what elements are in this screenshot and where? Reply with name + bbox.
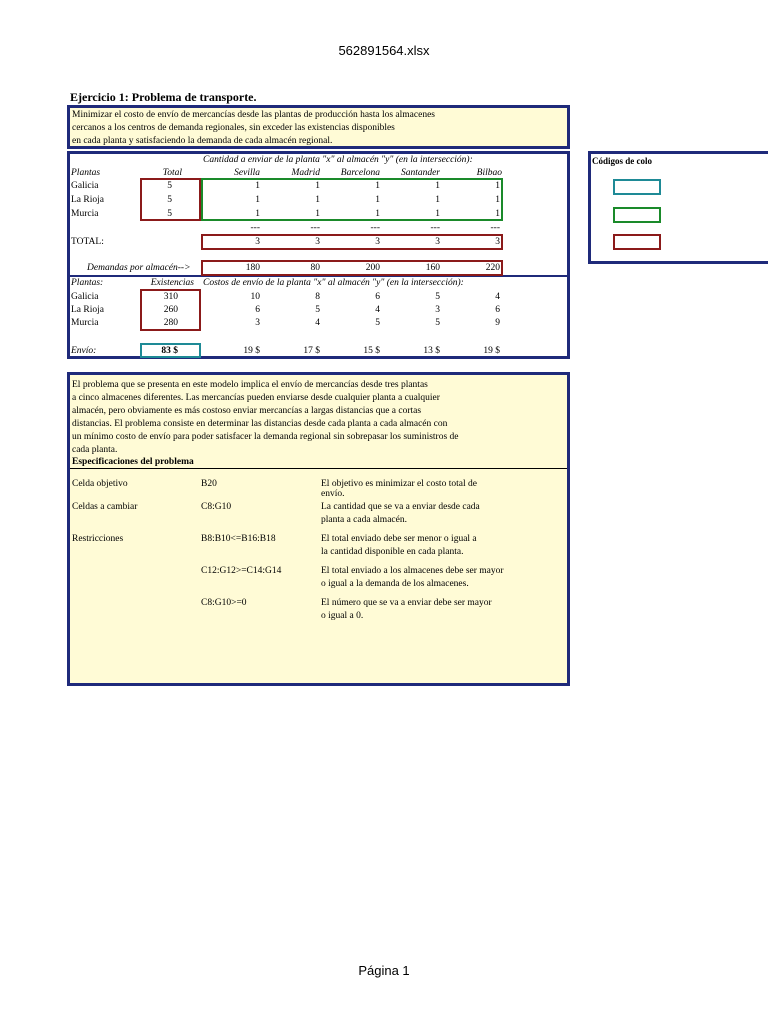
warehouse-header: Sevilla <box>234 168 260 178</box>
envio-cell: 15 $ <box>363 346 380 356</box>
spec-label: Restricciones <box>72 534 124 544</box>
spec-desc: envío. <box>321 489 345 499</box>
cost-cell: 5 <box>375 318 380 328</box>
envio-cell: 19 $ <box>483 346 500 356</box>
envio-cell: 13 $ <box>423 346 440 356</box>
plant-name: La Rioja <box>71 305 104 315</box>
warehouse-header: Bilbao <box>476 168 502 178</box>
cost-cell: 6 <box>255 305 260 315</box>
ship-cell[interactable]: 1 <box>315 181 320 191</box>
spec-cell: C12:G12>=C14:G14 <box>201 566 282 576</box>
spec-desc: o igual a 0. <box>321 611 364 621</box>
envio-cell: 19 $ <box>243 346 260 356</box>
description-line: un mínimo costo de envío para poder satisfacer la demanda regional sin sobrepasar los suministros de <box>72 432 459 442</box>
spec-desc: El número que se va a enviar debe ser mayor <box>321 598 492 608</box>
intro-line: en cada planta y satisfaciendo la demanda de cada almacén regional. <box>72 136 333 146</box>
plant-name: Murcia <box>71 318 99 328</box>
ship-cell[interactable]: 1 <box>435 181 440 191</box>
ship-cell[interactable]: 1 <box>495 195 500 205</box>
ship-cell[interactable]: 1 <box>315 209 320 219</box>
warehouse-header: Santander <box>400 168 440 178</box>
page-footer: Página 1 <box>358 963 410 978</box>
cost-col-existencias: Existencias <box>150 278 194 288</box>
cost-cell: 4 <box>495 292 500 302</box>
total-cell: 3 <box>375 237 380 247</box>
warehouse-header: Madrid <box>291 168 320 178</box>
color-legend <box>588 151 768 264</box>
demand-cell: 220 <box>485 263 500 273</box>
demand-cell: 80 <box>310 263 320 273</box>
spec-desc: planta a cada almacén. <box>321 515 407 525</box>
spec-desc: La cantidad que se va a enviar desde cada <box>321 502 480 512</box>
stock-cell: 280 <box>163 318 178 328</box>
ship-cell[interactable]: 1 <box>495 181 500 191</box>
total-cell: 3 <box>315 237 320 247</box>
envio-label: Envío: <box>71 346 97 356</box>
spec-desc: El total enviado a los almacenes debe ser mayor <box>321 566 504 576</box>
cost-cell: 4 <box>315 318 320 328</box>
shipment-caption: Cantidad a enviar de la planta "x" al almacén "y" (en la intersección): <box>203 155 473 165</box>
cost-cell: 9 <box>495 318 500 328</box>
ship-cell[interactable]: 1 <box>495 209 500 219</box>
total-label: TOTAL: <box>71 237 104 247</box>
plant-name: Galicia <box>71 292 99 302</box>
cost-cell: 4 <box>375 305 380 315</box>
cost-cell: 3 <box>255 318 260 328</box>
spec-cell: C8:G10 <box>201 502 232 512</box>
plant-total: 5 <box>167 181 172 191</box>
demand-cell: 200 <box>365 263 380 273</box>
ship-cell[interactable]: 1 <box>375 209 380 219</box>
cost-cell: 5 <box>435 318 440 328</box>
spec-cell: C8:G10>=0 <box>201 598 247 608</box>
total-cell: 3 <box>495 237 500 247</box>
plant-name: La Rioja <box>71 195 104 205</box>
dash: --- <box>430 223 440 233</box>
exercise-title: Ejercicio 1: Problema de transporte. <box>70 90 257 104</box>
total-cell: 3 <box>255 237 260 247</box>
demand-cell: 160 <box>425 263 440 273</box>
description-line: El problema que se presenta en este modelo implica el envío de mercancías desde tres plantas <box>72 380 428 390</box>
spec-cell: B20 <box>201 479 217 489</box>
ship-cell[interactable]: 1 <box>255 195 260 205</box>
warehouse-header: Barcelona <box>340 168 380 178</box>
file-title: 562891564.xlsx <box>338 43 430 58</box>
intro-box <box>67 105 570 149</box>
ship-cell[interactable]: 1 <box>255 181 260 191</box>
description-box <box>67 372 570 686</box>
cost-cell: 5 <box>435 292 440 302</box>
description-line: distancias. El problema consiste en determinar las distancias desde cada planta a cada almacén con <box>72 419 448 429</box>
cost-caption: Costos de envío de la planta "x" al almacén "y" (en la intersección): <box>203 278 464 288</box>
legend-green-swatch <box>613 207 661 223</box>
stock-cell: 310 <box>163 292 178 302</box>
total-constraint-box <box>140 178 201 221</box>
changing-cells-box <box>201 178 503 221</box>
stock-cell: 260 <box>163 305 178 315</box>
spec-desc: la cantidad disponible en cada planta. <box>321 547 464 557</box>
dash: --- <box>490 223 500 233</box>
spec-label: Celda objetivo <box>72 479 128 489</box>
spec-cell: B8:B10<=B16:B18 <box>201 534 276 544</box>
plant-total: 5 <box>167 195 172 205</box>
ship-cell[interactable]: 1 <box>435 195 440 205</box>
plant-name: Murcia <box>71 209 99 219</box>
demand-label: Demandas por almacén--> <box>87 263 191 273</box>
legend-teal-swatch <box>613 179 661 195</box>
specs-heading: Especificaciones del problema <box>72 457 194 467</box>
cost-cell: 3 <box>435 305 440 315</box>
description-line: a cinco almacenes diferentes. Las mercancías pueden enviarse desde cualquier planta a cualquier <box>72 393 440 403</box>
dash: --- <box>370 223 380 233</box>
legend-title: Códigos de colo <box>592 156 653 166</box>
plant-total: 5 <box>167 209 172 219</box>
specs-divider <box>70 468 567 469</box>
description-line: almacén, pero obviamente es más costoso enviar mercancías a largas distancias que a cortas <box>72 406 422 416</box>
description-line: cada planta. <box>72 445 118 455</box>
cost-cell: 8 <box>315 292 320 302</box>
spec-label: Celdas a cambiar <box>72 502 138 512</box>
spec-desc: o igual a la demanda de los almacenes. <box>321 579 469 589</box>
cost-cell: 5 <box>315 305 320 315</box>
total-cell: 3 <box>435 237 440 247</box>
dash: --- <box>250 223 260 233</box>
legend-red-swatch <box>613 234 661 250</box>
dash: --- <box>310 223 320 233</box>
intro-line: cercanos a los centros de demanda regionales, sin exceder las existencias disponibles <box>72 123 395 133</box>
cost-cell: 6 <box>375 292 380 302</box>
ship-cell[interactable]: 1 <box>375 181 380 191</box>
demand-cell: 180 <box>245 263 260 273</box>
cost-cell: 6 <box>495 305 500 315</box>
envio-cell: 17 $ <box>303 346 320 356</box>
cost-col-plantas: Plantas: <box>71 278 104 288</box>
ship-cell[interactable]: 1 <box>375 195 380 205</box>
envio-total: 83 $ <box>161 346 178 356</box>
ship-cell[interactable]: 1 <box>435 209 440 219</box>
col-total: Total <box>162 168 182 178</box>
ship-cell[interactable]: 1 <box>255 209 260 219</box>
col-plantas: Plantas <box>71 168 101 178</box>
intro-line: Minimizar el costo de envío de mercancías desde las plantas de producción hasta los almacenes <box>72 110 435 120</box>
plant-name: Galicia <box>71 181 99 191</box>
spec-desc: El objetivo es minimizar el costo total de <box>321 479 477 489</box>
spec-desc: El total enviado debe ser menor o igual a <box>321 534 477 544</box>
ship-cell[interactable]: 1 <box>315 195 320 205</box>
cost-cell: 10 <box>250 292 260 302</box>
